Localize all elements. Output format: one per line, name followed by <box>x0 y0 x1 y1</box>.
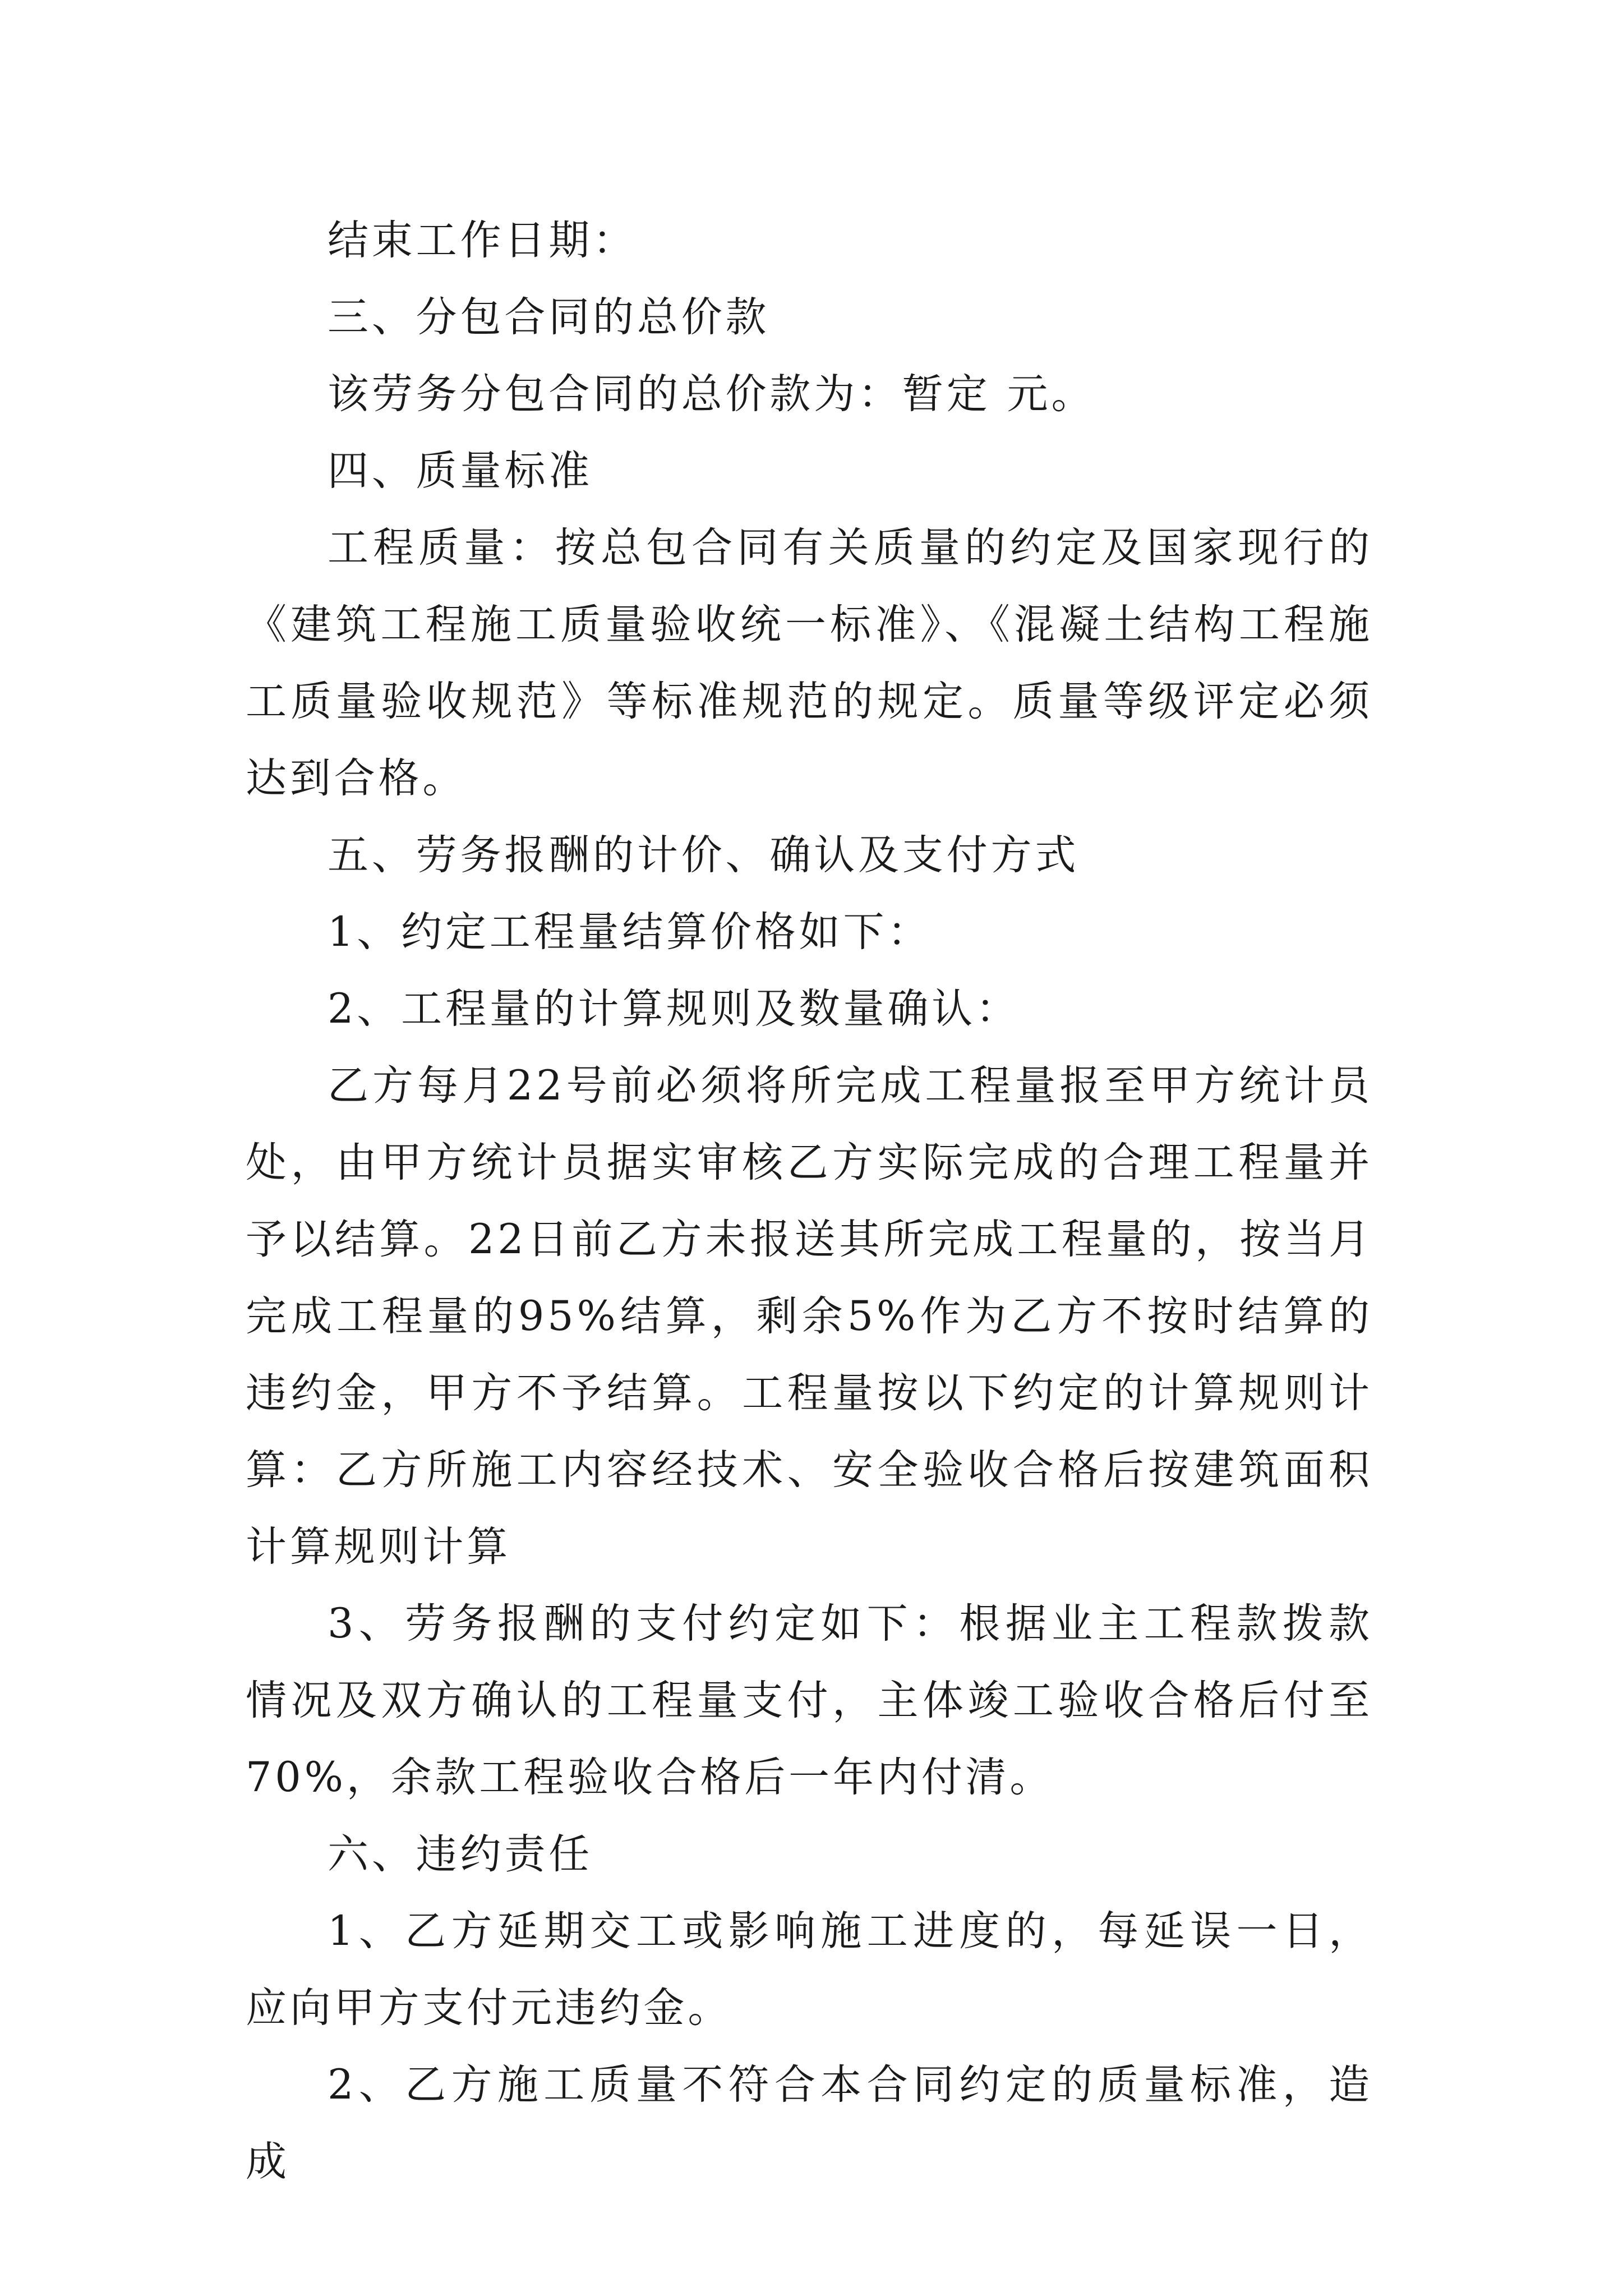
heading-liability: 六、违约责任 <box>328 1830 593 1878</box>
document-body <box>246 202 1373 2200</box>
paragraph-quality: 工程质量：按总包合同有关质量的约定及国家现行的《建筑工程施工质量验收统一标准》、《混凝土结构工程施工质量验收规范》等标准规范的规定。质量等级评定必须达到合格。 <box>246 524 1373 802</box>
paragraph-total-price: 该劳务分包合同的总价款为：暂定 元。 <box>328 370 1096 418</box>
paragraph-quantity-rules: 2、工程量的计算规则及数量确认： <box>328 985 1020 1033</box>
paragraph-payment-terms: 3、劳务报酬的支付约定如下：根据业主工程款拨款情况及双方确认的工程量支付，主体竣工验收合格后付至70%，余款工程验收合格后一年内付清。 <box>246 1600 1373 1801</box>
paragraph-end-date: 结束工作日期： <box>328 217 637 264</box>
heading-total-price: 三、分包合同的总价款 <box>328 293 770 341</box>
heading-labor-payment: 五、劳务报酬的计价、确认及支付方式 <box>328 831 1080 879</box>
paragraph-quality-penalty: 2、乙方施工质量不符合本合同约定的质量标准，造成 <box>246 2061 1373 2185</box>
paragraph-monthly-report: 乙方每月22号前必须将所完成工程量报至甲方统计员处，由甲方统计员据实审核乙方实际完成的合理工程量并予以结算。22日前乙方未报送其所完成工程量的，按当月完成工程量的95%结算，剩余5%作为乙方不按时结算的违约金，甲方不予结算。工程量按以下约定的计算规则计算：乙方所施工内容经技术、安全验收合格后按建筑面积计算规则计算 <box>246 1062 1373 1571</box>
paragraph-settlement-price: 1、约定工程量结算价格如下： <box>328 908 932 956</box>
paragraph-delay-penalty: 1、乙方延期交工或影响施工进度的，每延误一日，应向甲方支付元违约金。 <box>246 1907 1373 2032</box>
heading-quality-standard: 四、质量标准 <box>328 447 593 495</box>
